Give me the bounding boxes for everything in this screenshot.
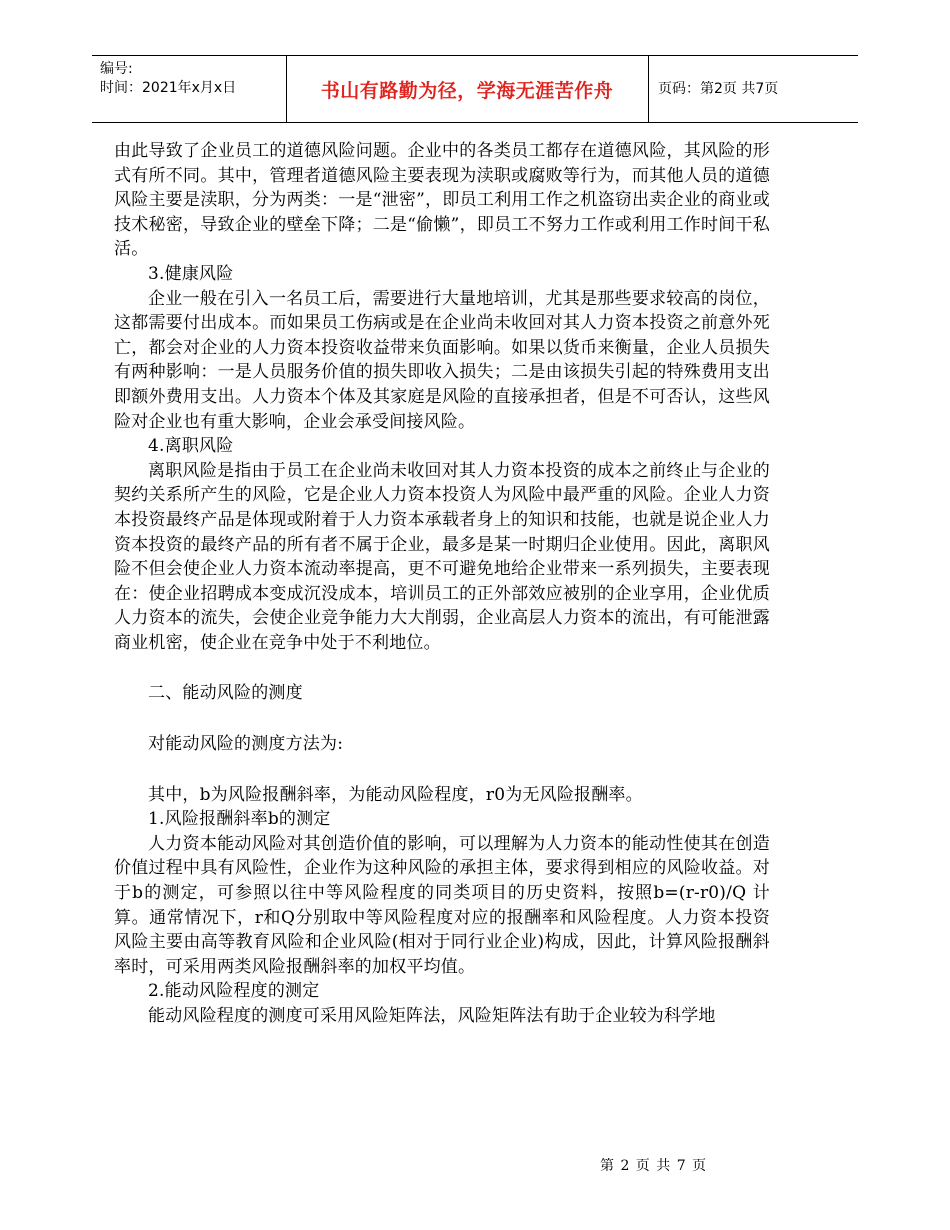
- paragraph: 企业一般在引入一名员工后，需要进行大量地培训，尤其是那些要求较高的岗位，这都需要付出成本。而如果员工伤病或是在企业尚未收回对其人力资本投资之前意外死亡，都会对企业的人力资本投资收益带来负面影响。如果以货币来衡量，企业人员损失有两种影响：一是人员服务价值的损失即收入损失；二是由该损失引起的特殊费用支出即额外费用支出。人力资本个体及其家庭是风险的直接承担者，但是不可否认，这些风险对企业也有重大影响，企业会承受间接风险。: [114, 288, 770, 432]
- page-footer: 第 2 页 共 7 页: [600, 1158, 708, 1174]
- section-heading: 2.能动风险程度的测定: [148, 981, 320, 1002]
- paragraph: 人力资本能动风险对其创造价值的影响，可以理解为人力资本的能动性使其在创造价值过程中具有风险性，企业作为这种风险的承担主体，要求得到相应的风险收益。对于b的测定，可参照以往中等风险程度的同类项目的历史资料，按照b=(r-r0)/Q 计算。通常情况下，r和Q分别取中等风险程度对应的报酬率和风险程度。人力资本投资风险主要由高等教育风险和企业风险(相对于同行业企业)构成，因此，计算风险报酬斜率时，可采用两类风险报酬斜率的加权平均值。: [114, 833, 770, 977]
- paragraph: 离职风险是指由于员工在企业尚未收回对其人力资本投资的成本之前终止与企业的契约关系所产生的风险，它是企业人力资本投资人为风险中最严重的风险。企业人力资本投资最终产品是体现或附着于人力资本承载者身上的知识和技能，也就是说企业人力资本投资的最终产品的所有者不属于企业，最多是某一时期归企业使用。因此，离职风险不但会使企业人力资本流动率提高，更不可避免地给企业带来一系列损失，主要表现在：使企业招聘成本变成沉没成本，培训员工的正外部效应被别的企业享用，企业优质人力资本的流失，会使企业竞争能力大大削弱，企业高层人力资本的流出，有可能泄露商业机密，使企业在竞争中处于不利地位。: [114, 460, 770, 653]
- document-body: [114, 139, 770, 1029]
- formula-note: 其中，b为风险报酬斜率，为能动风险程度，r0为无风险报酬率。: [148, 784, 643, 805]
- header-motto: 书山有路勤为径，学海无涯苦作舟: [320, 80, 614, 102]
- page-header: [92, 55, 858, 123]
- section-heading: 3.健康风险: [148, 263, 234, 284]
- header-divider: [648, 56, 649, 122]
- paragraph: 能动风险程度的测度可采用风险矩阵法，风险矩阵法有助于企业较为科学地: [148, 1006, 716, 1026]
- doc-number-label: 编号:: [100, 61, 133, 77]
- section-heading: 1.风险报酬斜率b的测定: [148, 809, 331, 830]
- doc-time-label: 时间：2021年x月x日: [100, 80, 237, 96]
- section-heading: 4.离职风险: [148, 436, 234, 457]
- paragraph: 对能动风险的测度方法为:: [148, 734, 344, 755]
- header-meta: [100, 60, 236, 98]
- paragraph: 由此导致了企业员工的道德风险问题。企业中的各类员工都存在道德风险，其风险的形式有所不同。其中，管理者道德风险主要表现为渎职或腐败等行为，而其他人员的道德风险主要是渎职，分为两类：一是“泄密”，即员工利用工作之机盗窃出卖企业的商业或技术秘密，导致企业的壁垒下降；二是“偷懒”，即员工不努力工作或利用工作时间干私活。: [114, 141, 770, 260]
- header-page-info: 页码：第2页 共7页: [658, 81, 779, 97]
- chapter-heading: 二、能动风险的测度: [148, 683, 303, 704]
